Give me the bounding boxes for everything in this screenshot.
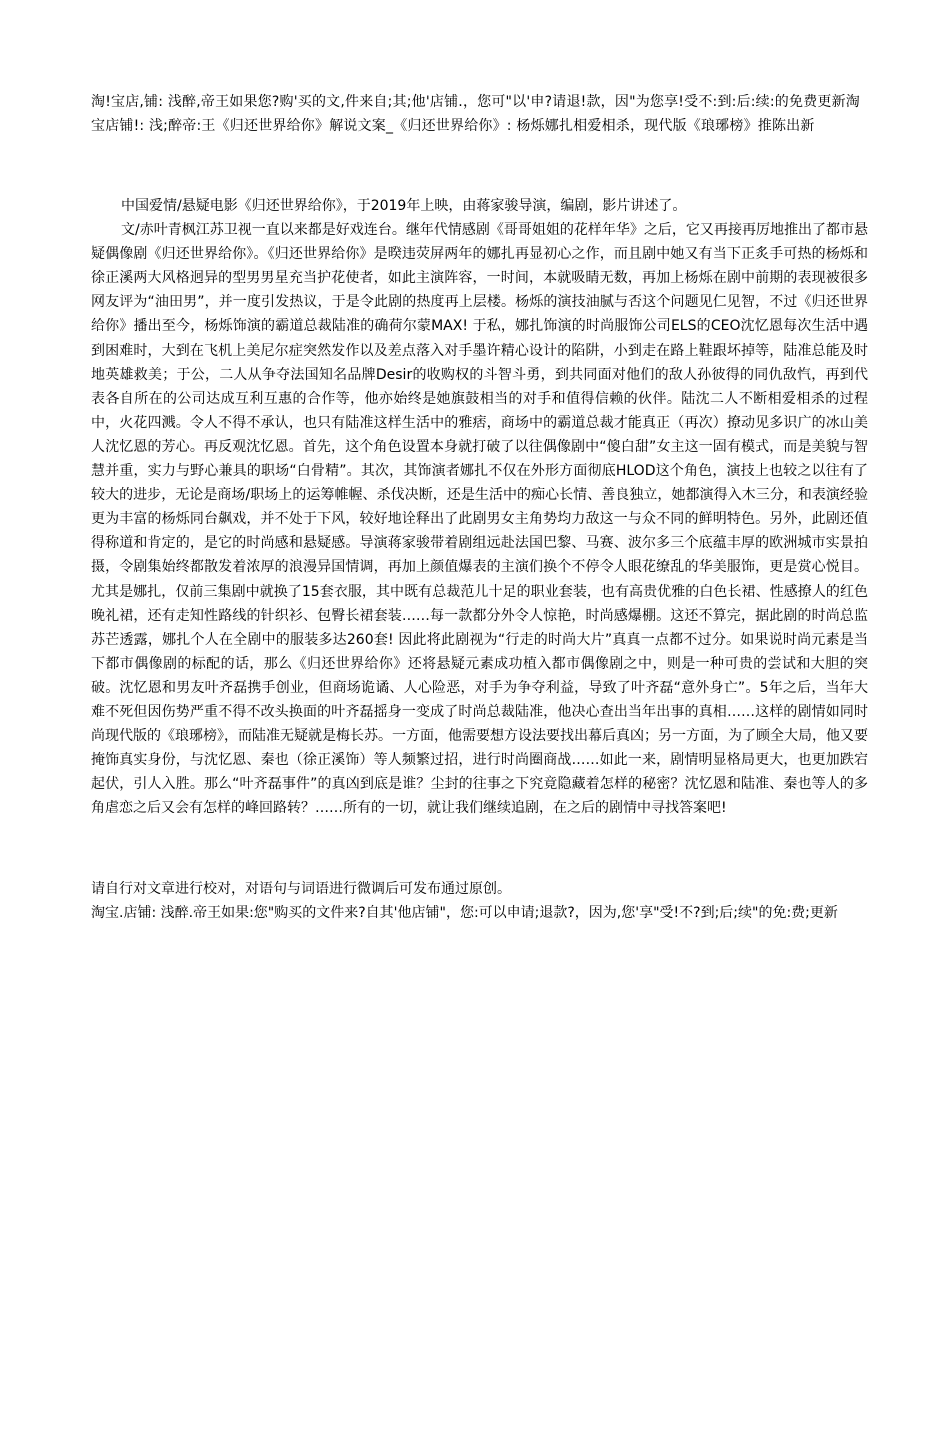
document-header (91, 90, 868, 138)
header-line: 淘!宝店,铺: 浅醉,帝王如果您?购'买的文,件来自;其;他'店铺.，您可"以'申?请退!款，因"为您享!受不:到:后:续:的免费更新淘宝店铺!: 浅;醉帝:王《归还世界给你》解说文案_《归还世界给你》: 杨烁娜扎相爱相杀，现代版《琅琊榜》推陈出新 (91, 94, 860, 134)
footer-note: 请自行对文章进行校对，对语句与词语进行微调后可发布通过原创。 (91, 881, 511, 898)
article-paragraph-main: 文/赤叶青枫江苏卫视一直以来都是好戏连台。继年代情感剧《哥哥姐姐的花样年华》之后，它又再接再厉地推出了都市悬疑偶像剧《归还世界给你》。《归还世界给你》是暌违荧屏两年的娜扎再显初心之作，而且剧中她又有当下正炙手可热的杨烁和徐正溪两大风格迥异的型男男星充当护花使者，如此主演阵容，一时间，本就吸睛无数，再加上杨烁在剧中前期的表现被很多网友评为“油田男”，并一度引发热议，于是令此剧的热度再上层楼。杨烁的演技油腻与否这个问题见仁见智，不过《归还世界给你》播出至今，杨烁饰演的霸道总裁陆准的确荷尔蒙MAX! 于私，娜扎饰演的时尚服饰公司ELS的CEO沈忆恩每次生活中遇到困难时，大到在飞机上美尼尔症突然发作以及差点落入对手墨许精心设计的陷阱，小到走在路上鞋跟坏掉等，陆准总能及时地英雄救美；于公，二人从争夺法国知名品牌Desir的收购权的斗智斗勇，到共同面对他们的敌人孙彼得的同仇敌忾，再到代表各自所在的公司达成互利互惠的合作等，他亦始终是她旗鼓相当的对手和值得信赖的伙伴。陆沈二人不断相爱相杀的过程中，火花四溅。令人不得不承认，也只有陆准这样生活中的雅痞，商场中的霸道总裁才能真正（再次）撩动见多识广的冰山美人沈忆恩的芳心。再反观沈忆恩。首先，这个角色设置本身就打破了以往偶像剧中“傻白甜”女主这一固有模式，而是美貌与智慧并重，实力与野心兼具的职场“白骨精”。其次，其饰演者娜扎不仅在外形方面彻底HLOD这个角色，演技上也较之以往有了较大的进步，无论是商场/职场上的运筹帷幄、杀伐决断，还是生活中的痴心长情、善良独立，她都演得入木三分，和表演经验更为丰富的杨烁同台飙戏，并不处于下风，较好地诠释出了此剧男女主角势均力敌这一与众不同的鲜明特色。另外，此剧还值得称道和肯定的，是它的时尚感和悬疑感。导演蒋家骏带着剧组远赴法国巴黎、马赛、波尔多三个底蕴丰厚的欧洲城市实景拍摄，令剧集始终都散发着浓厚的浪漫异国情调，再加上颜值爆表的主演们换个不停令人眼花缭乱的华美服饰，更是赏心悦目。尤其是娜扎，仅前三集剧中就换了15套衣服，其中既有总裁范儿十足的职业套装，也有高贵优雅的白色长裙、性感撩人的红色晚礼裙，还有走知性路线的针织衫、包臀长裙套装……每一款都分外令人惊艳，时尚感爆棚。这还不算完，据此剧的时尚总监苏芒透露，娜扎个人在全剧中的服装多达260套! 因此将此剧视为“行走的时尚大片”真真一点都不过分。如果说时尚元素是当下都市偶像剧的标配的话，那么《归还世界给你》还将悬疑元素成功植入都市偶像剧之中，则是一种可贵的尝试和大胆的突破。沈忆恩和男友叶齐磊携手创业，但商场诡谲、人心险恶，对手为争夺利益，导致了叶齐磊“意外身亡”。5年之后，当年大难不死但因伤势严重不得不改头换面的叶齐磊摇身一变成了时尚总裁陆准，他决心查出当年出事的真相……这样的剧情如同时尚现代版的《琅琊榜》，而陆准无疑就是梅长苏。一方面，他需要想方设法要找出幕后真凶；另一方面，为了顾全大局，他又要掩饰真实身份，与沈忆恩、秦也（徐正溪饰）等人频繁过招，进行时尚圈商战……如此一来，剧情明显格局更大，也更加跌宕起伏，引人入胜。那么“叶齐磊事件”的真凶到底是谁？尘封的往事之下究竟隐藏着怎样的秘密？沈忆恩和陆准、秦也等人的多角虐恋之后又会有怎样的峰回路转？……所有的一切，就让我们继续追剧，在之后的剧情中寻找答案吧! (91, 222, 868, 817)
article-paragraph-intro: 中国爱情/悬疑电影《归还世界给你》，于2019年上映，由蒋家骏导演，编剧，影片讲述了。 (121, 198, 687, 214)
document-page (0, 90, 950, 1434)
document-footer (91, 877, 868, 925)
article-body (91, 194, 868, 820)
footer-line: 淘宝.店铺: 浅醉.帝王如果:您"购买的文件来?自其'他店铺"，您:可以申请;退款?，因为,您'享"受!不?到;后;续"的免:费;更新 (91, 905, 838, 922)
